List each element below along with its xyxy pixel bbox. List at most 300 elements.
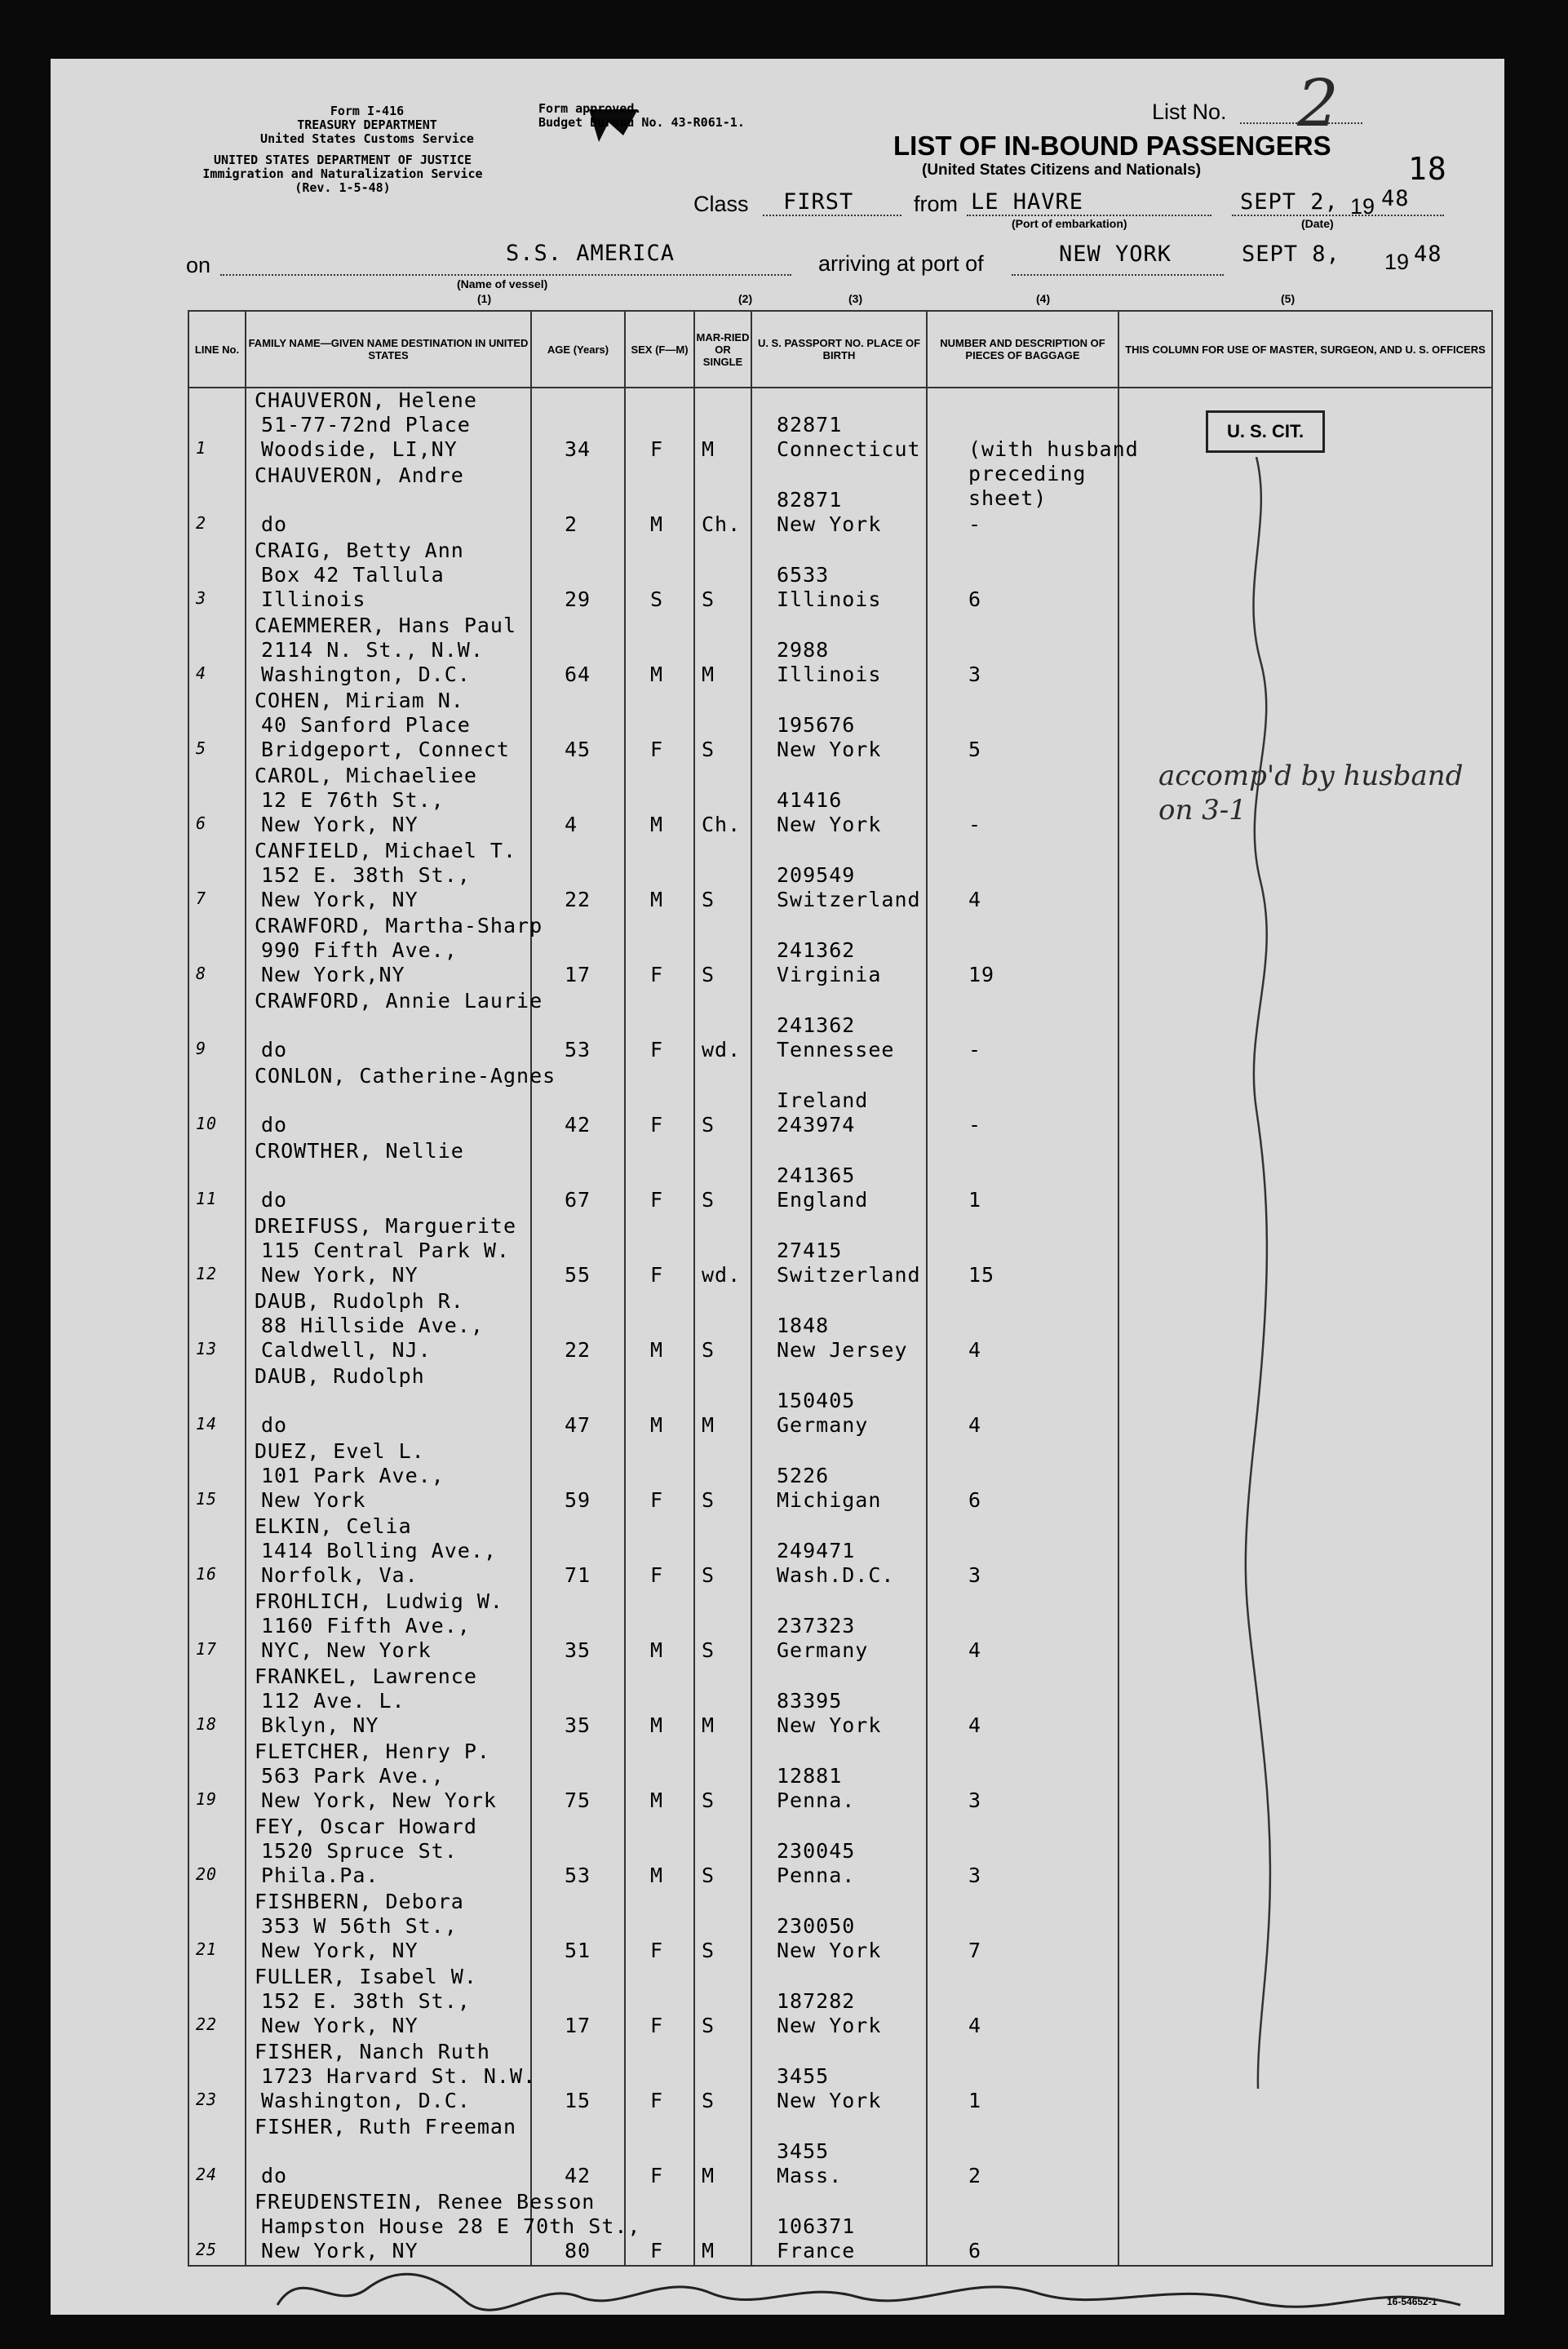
cell-passport-birthplace [751, 764, 927, 839]
cell-officers-notes [1118, 914, 1492, 989]
passenger-name: DUEZ, Evel L. [255, 1439, 425, 1463]
passenger-city: do [261, 1413, 288, 1437]
cell-passport-birthplace [751, 388, 927, 463]
sex-value: M [650, 1638, 664, 1662]
baggage-value: - [968, 1113, 982, 1137]
baggage-value: 4 [968, 1413, 982, 1437]
arrival-date: SEPT 8, [1242, 242, 1340, 267]
table-row [188, 1214, 1492, 1289]
header-sex: SEX (F—M) [625, 311, 694, 388]
passenger-name: FISHER, Ruth Freeman [255, 2115, 517, 2138]
customs-service: United States Customs Service [260, 131, 474, 146]
cell-marital-status [694, 2190, 751, 2266]
place-of-birth: Switzerland [777, 888, 921, 911]
cell-line-number [188, 839, 246, 914]
header-married: MAR-RIED OR SINGLE [694, 311, 751, 388]
line-number: 7 [196, 889, 207, 908]
cell-line-number [188, 1514, 246, 1589]
cell-baggage [927, 1064, 1118, 1139]
age-value: 42 [565, 2164, 591, 2187]
cell-passport-birthplace [751, 839, 927, 914]
sex-value: M [650, 1864, 664, 1887]
marital-status-value: S [702, 1864, 715, 1887]
passenger-street: 115 Central Park W. [261, 1239, 510, 1262]
cell-marital-status [694, 1439, 751, 1514]
line-number: 14 [196, 1414, 218, 1434]
passenger-city: Norfolk, Va. [261, 1563, 419, 1587]
table-row [188, 989, 1492, 1064]
vessel-caption: (Name of vessel) [457, 277, 548, 290]
cell-baggage [927, 689, 1118, 764]
sex-value: F [650, 437, 664, 461]
cell-officers-notes [1118, 1740, 1492, 1815]
list-no-value: 2 [1297, 65, 1339, 141]
cell-age [531, 538, 625, 614]
cell-marital-status [694, 1064, 751, 1139]
passenger-street: 1160 Fifth Ave., [261, 1614, 471, 1638]
passenger-name: DAUB, Rudolph R. [255, 1289, 464, 1313]
line-number: 17 [196, 1639, 218, 1659]
baggage-value: 6 [968, 2239, 982, 2263]
cell-passport-birthplace [751, 538, 927, 614]
passenger-table [188, 310, 1493, 2267]
cell-officers-notes [1118, 689, 1492, 764]
marital-status-value: S [702, 1338, 715, 1362]
cell-marital-status [694, 1214, 751, 1289]
line-number: 24 [196, 2165, 218, 2184]
passenger-city: New York, NY [261, 1939, 419, 1962]
line-number: 12 [196, 1264, 218, 1283]
table-header-row [188, 311, 1492, 388]
cell-officers-notes [1118, 1664, 1492, 1740]
cell-officers-notes [1118, 1965, 1492, 2040]
cell-name-destination [246, 989, 543, 1064]
passenger-city: New York,NY [261, 963, 405, 986]
cell-marital-status [694, 2040, 751, 2115]
age-value: 35 [565, 1638, 591, 1662]
arriving-label: arriving at port of [818, 251, 984, 276]
cell-officers-notes [1118, 1214, 1492, 1289]
cell-line-number [188, 689, 246, 764]
cell-marital-status [694, 1740, 751, 1815]
cell-name-destination [246, 1064, 556, 1139]
passport-number: 230045 [777, 1839, 856, 1863]
immigration-service: Immigration and Naturalization Service [202, 166, 483, 181]
cell-name-destination [246, 1364, 531, 1439]
cell-sex [625, 689, 694, 764]
cell-marital-status [694, 1364, 751, 1439]
cell-age [531, 764, 625, 839]
us-citizen-stamp: U. S. CIT. [1206, 410, 1325, 453]
cell-baggage [927, 1664, 1118, 1740]
marital-status-value: S [702, 963, 715, 986]
cell-age [531, 914, 625, 989]
line-number: 13 [196, 1339, 218, 1358]
cell-line-number [188, 2190, 246, 2266]
baggage-value: 3 [968, 1788, 982, 1812]
passport-number: 150405 [777, 1389, 856, 1412]
header-name-destination: FAMILY NAME—GIVEN NAME DESTINATION IN UNITED STATES [246, 311, 531, 388]
cell-marital-status [694, 1815, 751, 1890]
cell-line-number [188, 1289, 246, 1364]
passport-number: 195676 [777, 713, 856, 737]
cell-name-destination [246, 2040, 537, 2115]
place-of-birth: Illinois [777, 587, 882, 611]
passport-number: 106371 [777, 2214, 856, 2238]
table-row [188, 463, 1492, 538]
cell-sex [625, 1740, 694, 1815]
cell-sex [625, 839, 694, 914]
baggage-value: 4 [968, 2014, 982, 2037]
baggage-value: 5 [968, 738, 982, 761]
passenger-name: DAUB, Rudolph [255, 1364, 425, 1388]
line-number: 9 [196, 1039, 207, 1058]
passenger-street: 101 Park Ave., [261, 1464, 445, 1487]
passport-number: 27415 [777, 1239, 843, 1262]
cell-name-destination [246, 1139, 531, 1214]
form-title: LIST OF IN-BOUND PASSENGERS [893, 131, 1331, 161]
cell-line-number [188, 1890, 246, 1965]
passenger-city: Illinois [261, 587, 366, 611]
class-value: FIRST [783, 189, 854, 215]
cell-sex [625, 764, 694, 839]
cell-marital-status [694, 1890, 751, 1965]
sex-value: F [650, 2089, 664, 2112]
sex-value: F [650, 1113, 664, 1137]
table-row [188, 2040, 1492, 2115]
line-number: 16 [196, 1564, 218, 1584]
place-of-birth: Switzerland [777, 1263, 921, 1287]
marital-status-value: M [702, 2239, 715, 2263]
header-officers-column: THIS COLUMN FOR USE OF MASTER, SURGEON, AND U. S. OFFICERS [1118, 311, 1492, 388]
cell-sex [625, 463, 694, 538]
cell-age [531, 463, 625, 538]
sex-value: M [650, 888, 664, 911]
on-label: on [186, 253, 211, 277]
cell-name-destination [246, 1815, 531, 1890]
sex-value: F [650, 1263, 664, 1287]
passenger-name: ELKIN, Celia [255, 1514, 412, 1538]
cell-name-destination [246, 1214, 531, 1289]
baggage-value: 3 [968, 1563, 982, 1587]
sex-value: F [650, 2014, 664, 2037]
passenger-city: Bridgeport, Connect [261, 738, 510, 761]
form-header-left [245, 104, 489, 146]
line-number: 19 [196, 1789, 218, 1809]
passenger-name: FROHLICH, Ludwig W. [255, 1589, 503, 1613]
passenger-city: Washington, D.C. [261, 2089, 471, 2112]
cell-baggage [927, 2040, 1118, 2115]
cell-age [531, 614, 625, 689]
passenger-street: 51-77-72nd Place [261, 413, 471, 437]
cell-line-number [188, 2115, 246, 2190]
line-number: 6 [196, 813, 207, 833]
cell-name-destination [246, 1589, 531, 1664]
passport-number: 1848 [777, 1314, 830, 1337]
age-value: 42 [565, 1113, 591, 1137]
age-value: 22 [565, 888, 591, 911]
cell-passport-birthplace [751, 2190, 927, 2266]
cell-marital-status [694, 989, 751, 1064]
place-of-birth: Illinois [777, 663, 882, 686]
passenger-name: FEY, Oscar Howard [255, 1815, 477, 1838]
passenger-city: do [261, 1188, 288, 1212]
cell-name-destination [246, 1514, 531, 1589]
pencil-ditto-line [1224, 457, 1289, 2089]
baggage-value: - [968, 512, 982, 536]
sex-value: M [650, 663, 664, 686]
place-of-birth: France [777, 2239, 856, 2263]
cell-age [531, 839, 625, 914]
header-passport-birthplace: U. S. PASSPORT NO. PLACE OF BIRTH [751, 311, 927, 388]
cell-sex [625, 1439, 694, 1514]
cell-marital-status [694, 689, 751, 764]
line-number: 25 [196, 2240, 218, 2259]
table-row [188, 1965, 1492, 2040]
treasury-dept: TREASURY DEPARTMENT [297, 117, 437, 132]
line-number: 10 [196, 1114, 218, 1133]
place-of-birth: New York [777, 1939, 882, 1962]
cell-passport-birthplace [751, 1214, 927, 1289]
passenger-name: CONLON, Catherine-Agnes [255, 1064, 556, 1088]
cell-age [531, 1740, 625, 1815]
passenger-street: 88 Hillside Ave., [261, 1314, 484, 1337]
passenger-city: Phila.Pa. [261, 1864, 379, 1887]
marital-status-value: S [702, 1563, 715, 1587]
sex-value: F [650, 738, 664, 761]
cell-sex [625, 1364, 694, 1439]
passenger-name: FRANKEL, Lawrence [255, 1664, 477, 1688]
place-of-birth: New Jersey [777, 1338, 908, 1362]
cell-passport-birthplace [751, 989, 927, 1064]
marital-status-value: M [702, 2164, 715, 2187]
passenger-street: 152 E. 38th St., [261, 863, 471, 887]
passenger-city: New York, NY [261, 2239, 419, 2263]
cell-officers-notes [1118, 2040, 1492, 2115]
passport-number: 3455 [777, 2139, 830, 2163]
table-row [188, 1664, 1492, 1740]
list-no-label: List No. [1152, 100, 1227, 124]
place-of-birth: New York [777, 512, 882, 536]
departure-year-prefix: 19 [1350, 194, 1375, 219]
cell-sex [625, 1890, 694, 1965]
place-of-birth: New York [777, 2014, 882, 2037]
place-of-birth: Penna. [777, 1788, 856, 1812]
cell-sex [625, 1664, 694, 1740]
table-row [188, 1289, 1492, 1364]
marital-status-value: S [702, 2014, 715, 2037]
passport-number: Ireland [777, 1088, 869, 1112]
cell-age [531, 1589, 625, 1664]
cell-name-destination [246, 1289, 531, 1364]
date-underline [1232, 215, 1444, 216]
baggage-value: 4 [968, 1338, 982, 1362]
cell-officers-notes [1118, 1514, 1492, 1589]
passenger-name: FULLER, Isabel W. [255, 1965, 477, 1988]
line-number: 18 [196, 1714, 218, 1734]
passenger-name: CRAWFORD, Annie Laurie [255, 989, 543, 1013]
cell-officers-notes [1118, 1589, 1492, 1664]
marital-status-value: M [702, 1413, 715, 1437]
passenger-street: 990 Fifth Ave., [261, 938, 458, 962]
sex-value: M [650, 813, 664, 836]
sex-value: F [650, 1939, 664, 1962]
age-value: 29 [565, 587, 591, 611]
form-approved-text: Form approved. [538, 101, 642, 116]
form-number: Form I-416 [330, 104, 405, 118]
passenger-name: CROWTHER, Nellie [255, 1139, 464, 1163]
from-underline [967, 215, 1211, 216]
passenger-street: Hampston House 28 E 70th St., [261, 2214, 641, 2238]
sex-value: M [650, 512, 664, 536]
cell-marital-status [694, 538, 751, 614]
revision-date: (Rev. 1-5-48) [295, 180, 391, 195]
passenger-street: 12 E 76th St., [261, 788, 445, 812]
table-row [188, 689, 1492, 764]
passenger-street: 353 W 56th St., [261, 1914, 458, 1938]
cell-marital-status [694, 914, 751, 989]
cell-sex [625, 914, 694, 989]
cell-passport-birthplace [751, 1664, 927, 1740]
line-number: 20 [196, 1864, 218, 1884]
cell-marital-status [694, 1514, 751, 1589]
age-value: 67 [565, 1188, 591, 1212]
place-of-birth: Wash.D.C. [777, 1563, 895, 1587]
passenger-city: do [261, 2164, 288, 2187]
cell-baggage [927, 1139, 1118, 1214]
cell-line-number [188, 463, 246, 538]
marital-status-value: Ch. [702, 512, 742, 536]
passenger-name: CAROL, Michaeliee [255, 764, 477, 787]
port-of-embarkation-caption: (Port of embarkation) [1012, 217, 1127, 230]
class-label: Class [693, 192, 749, 216]
age-value: 2 [565, 512, 578, 536]
line-number: 4 [196, 663, 207, 683]
passport-number: 249471 [777, 1539, 856, 1562]
sex-value: M [650, 1788, 664, 1812]
table-row [188, 1589, 1492, 1664]
cell-line-number [188, 1815, 246, 1890]
place-of-birth: Connecticut [777, 437, 921, 461]
form-approval [538, 102, 767, 130]
cell-age [531, 2040, 625, 2115]
arrival-port: NEW YORK [1059, 242, 1172, 267]
cell-line-number [188, 538, 246, 614]
cell-line-number [188, 1064, 246, 1139]
marital-status-value: M [702, 663, 715, 686]
table-row [188, 1139, 1492, 1214]
cell-marital-status [694, 1289, 751, 1364]
place-of-birth: 243974 [777, 1113, 856, 1137]
cell-age [531, 989, 625, 1064]
cell-officers-notes [1118, 1289, 1492, 1364]
age-value: 22 [565, 1338, 591, 1362]
marital-status-value: wd. [702, 1263, 742, 1287]
cell-marital-status [694, 1965, 751, 2040]
passenger-city: New York, NY [261, 813, 419, 836]
passport-number: 3455 [777, 2064, 830, 2088]
table-row [188, 1890, 1492, 1965]
table-row [188, 614, 1492, 689]
cell-sex [625, 388, 694, 463]
sex-value: F [650, 1488, 664, 1512]
age-value: 35 [565, 1713, 591, 1737]
cell-baggage [927, 614, 1118, 689]
baggage-value: 3 [968, 1864, 982, 1887]
cell-sex [625, 1514, 694, 1589]
cell-line-number [188, 1214, 246, 1289]
cell-name-destination [246, 1965, 531, 2040]
place-of-birth: New York [777, 738, 882, 761]
cell-marital-status [694, 463, 751, 538]
sex-value: F [650, 2239, 664, 2263]
table-row [188, 1064, 1492, 1139]
baggage-value: - [968, 813, 982, 836]
cell-age [531, 1439, 625, 1514]
cell-name-destination [246, 614, 531, 689]
cell-officers-notes [1118, 538, 1492, 614]
cell-line-number [188, 1439, 246, 1514]
cell-officers-notes [1118, 2115, 1492, 2190]
cell-officers-notes [1118, 1890, 1492, 1965]
cell-officers-notes [1118, 839, 1492, 914]
cell-passport-birthplace [751, 1815, 927, 1890]
sex-value: M [650, 1713, 664, 1737]
cell-passport-birthplace [751, 689, 927, 764]
sex-value: F [650, 1188, 664, 1212]
col-num-2: (2) [738, 292, 753, 305]
baggage-value: 3 [968, 663, 982, 686]
passport-number: 82871 [777, 488, 843, 512]
cell-passport-birthplace [751, 1965, 927, 2040]
passport-number: 187282 [777, 1989, 856, 2013]
marital-status-value: S [702, 1488, 715, 1512]
baggage-value: 4 [968, 888, 982, 911]
cell-line-number [188, 388, 246, 463]
place-of-birth: Germany [777, 1638, 869, 1662]
cell-marital-status [694, 839, 751, 914]
table-row [188, 2190, 1492, 2266]
cell-marital-status [694, 1139, 751, 1214]
cell-baggage [927, 1740, 1118, 1815]
col-num-3: (3) [848, 292, 863, 305]
place-of-birth: Germany [777, 1413, 869, 1437]
baggage-value: 1 [968, 1188, 982, 1212]
cell-age [531, 1965, 625, 2040]
passenger-street: 563 Park Ave., [261, 1764, 445, 1788]
marital-status-value: wd. [702, 1038, 742, 1061]
cell-officers-notes [1118, 1139, 1492, 1214]
baggage-value: 4 [968, 1638, 982, 1662]
cell-line-number [188, 914, 246, 989]
baggage-value: 7 [968, 1939, 982, 1962]
cell-line-number [188, 1664, 246, 1740]
passenger-city: NYC, New York [261, 1638, 432, 1662]
cell-sex [625, 2190, 694, 2266]
cell-sex [625, 1289, 694, 1364]
cell-sex [625, 989, 694, 1064]
cell-passport-birthplace [751, 1439, 927, 1514]
passport-number: 6533 [777, 563, 830, 587]
cell-baggage [927, 2115, 1118, 2190]
cell-baggage [927, 1289, 1118, 1364]
cell-name-destination [246, 1664, 531, 1740]
arrival-year: 48 [1414, 242, 1442, 267]
passport-number: 241362 [777, 1013, 856, 1037]
sex-value: F [650, 963, 664, 986]
cell-baggage [927, 2190, 1118, 2266]
cell-baggage [927, 764, 1118, 839]
